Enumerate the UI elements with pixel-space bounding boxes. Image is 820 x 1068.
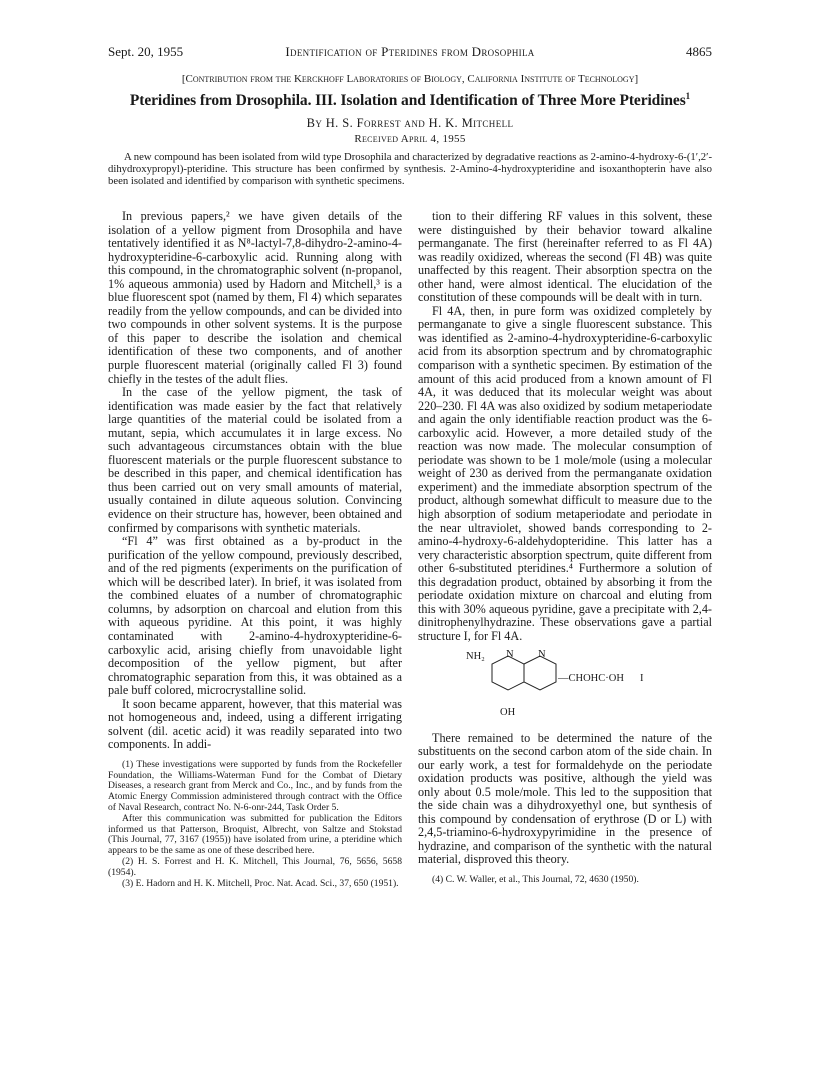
side-chain-label: —CHOHC·OH (558, 672, 624, 684)
header-running-title: Identification of Pteridines from Drosophila (285, 44, 535, 59)
footnote: (3) E. Hadorn and H. K. Mitchell, Proc. Nat. Acad. Sci., 37, 650 (1951). (122, 877, 399, 889)
title-footnote-mark: 1 (685, 91, 691, 101)
footnote: (1) These investigations were supported by funds from the Rockefeller Foundation, the Williams-Waterman Fund for the Combat of Dietary Diseases, a research grant from Merck and Co., Inc., and by funds from the Atomic Energy Commission administered through contract with the Office of Naval Research, contract No. N-6-onr-244, Task Order 5. (108, 758, 402, 814)
running-header (108, 44, 712, 64)
structure-I (418, 650, 712, 722)
structure-number: I (640, 672, 644, 684)
paragraph: In the case of the yellow pigment, the task of identification was made easier by the fact that relatively large quantities of the material could be isolated from a mutant, sepia, which accumulates it in large excess. No such advantageous circumstances obtain with the blue fluorescent materials or the purple fluorescent substance to be described in this paper, and chemical identification has thus been carried out on very small amounts of material, usually contained in dilute aqueous solution. Convincing evidence on their structure has, however, been obtained and confirmed by comparisons with synthetic materials. (108, 385, 402, 535)
right-column (418, 210, 712, 886)
paragraph: There remained to be determined the nature of the substituents on the second carbon atom of the side chain. In our early work, a test for formaldehyde on the periodate oxidation products was positive, although the yield was only about 0.5 mole/mole. This led to the supposition that the side chain was a dihydroxyethyl one, but synthesis of this compound by condensation of erythrose (D or L) with 2,4,5-triamino-6-hydroxypyrimidine in the presence of hydrazine, and comparison of the synthetic with the natural material, disproved this theory. (418, 730, 712, 867)
paragraph: “Fl 4” was first obtained as a by-product in the purification of the yellow compound, previously described, and of the red pigments (experiments on the purification of which will be described later). In brief, it was isolated from the combined eluates of a number of chromatographic columns, by adsorption on charcoal and elution from this with aqueous pyridine. At this point, it was highly contaminated with 2-amino-4-hydroxypteridine-6-carboxylic acid, arising chiefly from unavoidable light decomposition of the yellow pigment, but after chromatographic separation from this, it was obtained as a pale buff colored, microcrystalline solid. (108, 534, 402, 698)
authors: By H. S. Forrest and H. K. Mitchell (306, 116, 514, 130)
footnote: (4) C. W. Waller, et al., This Journal, 72, 4630 (1950). (432, 873, 639, 885)
ring-n-label: N (538, 648, 546, 660)
footnote: After this communication was submitted for publication the Editors informed us that Patterson, Broquist, Albrecht, von Saltze and Stokstad (This Journal, 77, 3167 (1955)) have isolated from urine, a pteridine which appears to be the same as one of these described here. (108, 812, 402, 857)
received-date: Received April 4, 1955 (354, 133, 466, 145)
nh2-label: NH₂ (466, 650, 485, 662)
abstract: A new compound has been isolated from wild type Drosophila and characterized by degradative reactions as 2-amino-4-hydroxy-6-(1′,2′-dihydroxypropyl)-pteridine. This structure has been confirmed by synthesis. 2-Amino-4-hydroxypteridine and isoxanthopterin have also been isolated and identified by comparison with synthetic specimens. (108, 151, 712, 187)
header-date: Sept. 20, 1955 (108, 44, 184, 59)
paragraph: tion to their differing RF values in this solvent, these were distinguished by their behavior toward alkaline permanganate. The first (hereinafter referred to as Fl 4A) was readily oxidized, whereas the second (Fl 4B) was quite unaffected by this reagent. Their absorption spectra on the other hand, were almost identical. The elucidation of the constitution of these compounds will be dealt with in turn. (418, 209, 712, 305)
footnote: (2) H. S. Forrest and H. K. Mitchell, This Journal, 76, 5656, 5658 (1954). (108, 856, 402, 878)
article-title (108, 91, 712, 110)
paragraph: Fl 4A, then, in pure form was oxidized completely by permanganate to give a single fluorescent substance. This was identified as 2-amino-4-hydroxypteridine-6-carboxylic acid from its absorption spectrum and by chromatographic comparison with a synthetic specimen. By estimation of the amount of this acid produced from a known amount of Fl 4A, it was deduced that its molecular weight was about 220–230. Fl 4A was also oxidized by sodium metaperiodate and again the only identifiable reaction product was the 6-carboxylic acid. However, a more detailed study of the reaction was now made. The molecular consumption of periodate was shown to be 1 mole/mole (using a molecular weight of 230 as derived from the permanganate oxidation experiment) and the immediate absorption spectrum of the product, although somewhat difficult to measure due to the high absorption of sodium metaperiodate and periodate in the near ultraviolet, showed bands corresponding to 2-amino-4-hydroxy-6-aldehydopteridine. This latter has a very characteristic absorption spectrum, quite different from other 6-substituted pteridines.⁴ Furthermore a solution of this degradation product, obtained by absorbing it from the periodate oxidation mixture on charcoal and eluting from this with 30% aqueous pyridine, gave a precipitate with 2,4-dinitrophenylhydrazine. These observations gave a partial structure I, for Fl 4A. (418, 303, 712, 643)
contribution-line: [Contribution from the Kerckhoff Laboratories of Biology, California Institute of Technology] (181, 73, 639, 85)
paragraph: It soon became apparent, however, that this material was not homogeneous and, indeed, using a different irrigating solvent (dil. acetic acid) it was readily separated into two components. In addi- (108, 696, 402, 752)
ring-n-label: N (506, 648, 514, 660)
left-column (108, 210, 402, 889)
title-text: Pteridines from Drosophila. III. Isolation and Identification of Three More Pteridines (129, 92, 686, 110)
header-page-number: 4865 (686, 44, 712, 59)
paragraph: In previous papers,² we have given details of the isolation of a yellow pigment from Drosophila and have tentatively identified it as N⁸-lactyl-7,8-dihydro-2-amino-4-hydroxypteridine-6-carboxylic acid. Running along with this compound, in the chromatographic solvent (n-propanol, 1% aqueous ammonia) used by Hadorn and Mitchell,³ is a blue fluorescent spot (named by them, Fl 4) which separates readily from the yellow compounds, and can be divided into two compounds in other solvent systems. It is the purpose of this paper to describe the isolation and chemical identification of these two components, and of another purple fluorescent material (originally called Fl 3) found chiefly in the testes of the adult flies. (108, 209, 402, 386)
oh-label: OH (500, 706, 516, 718)
